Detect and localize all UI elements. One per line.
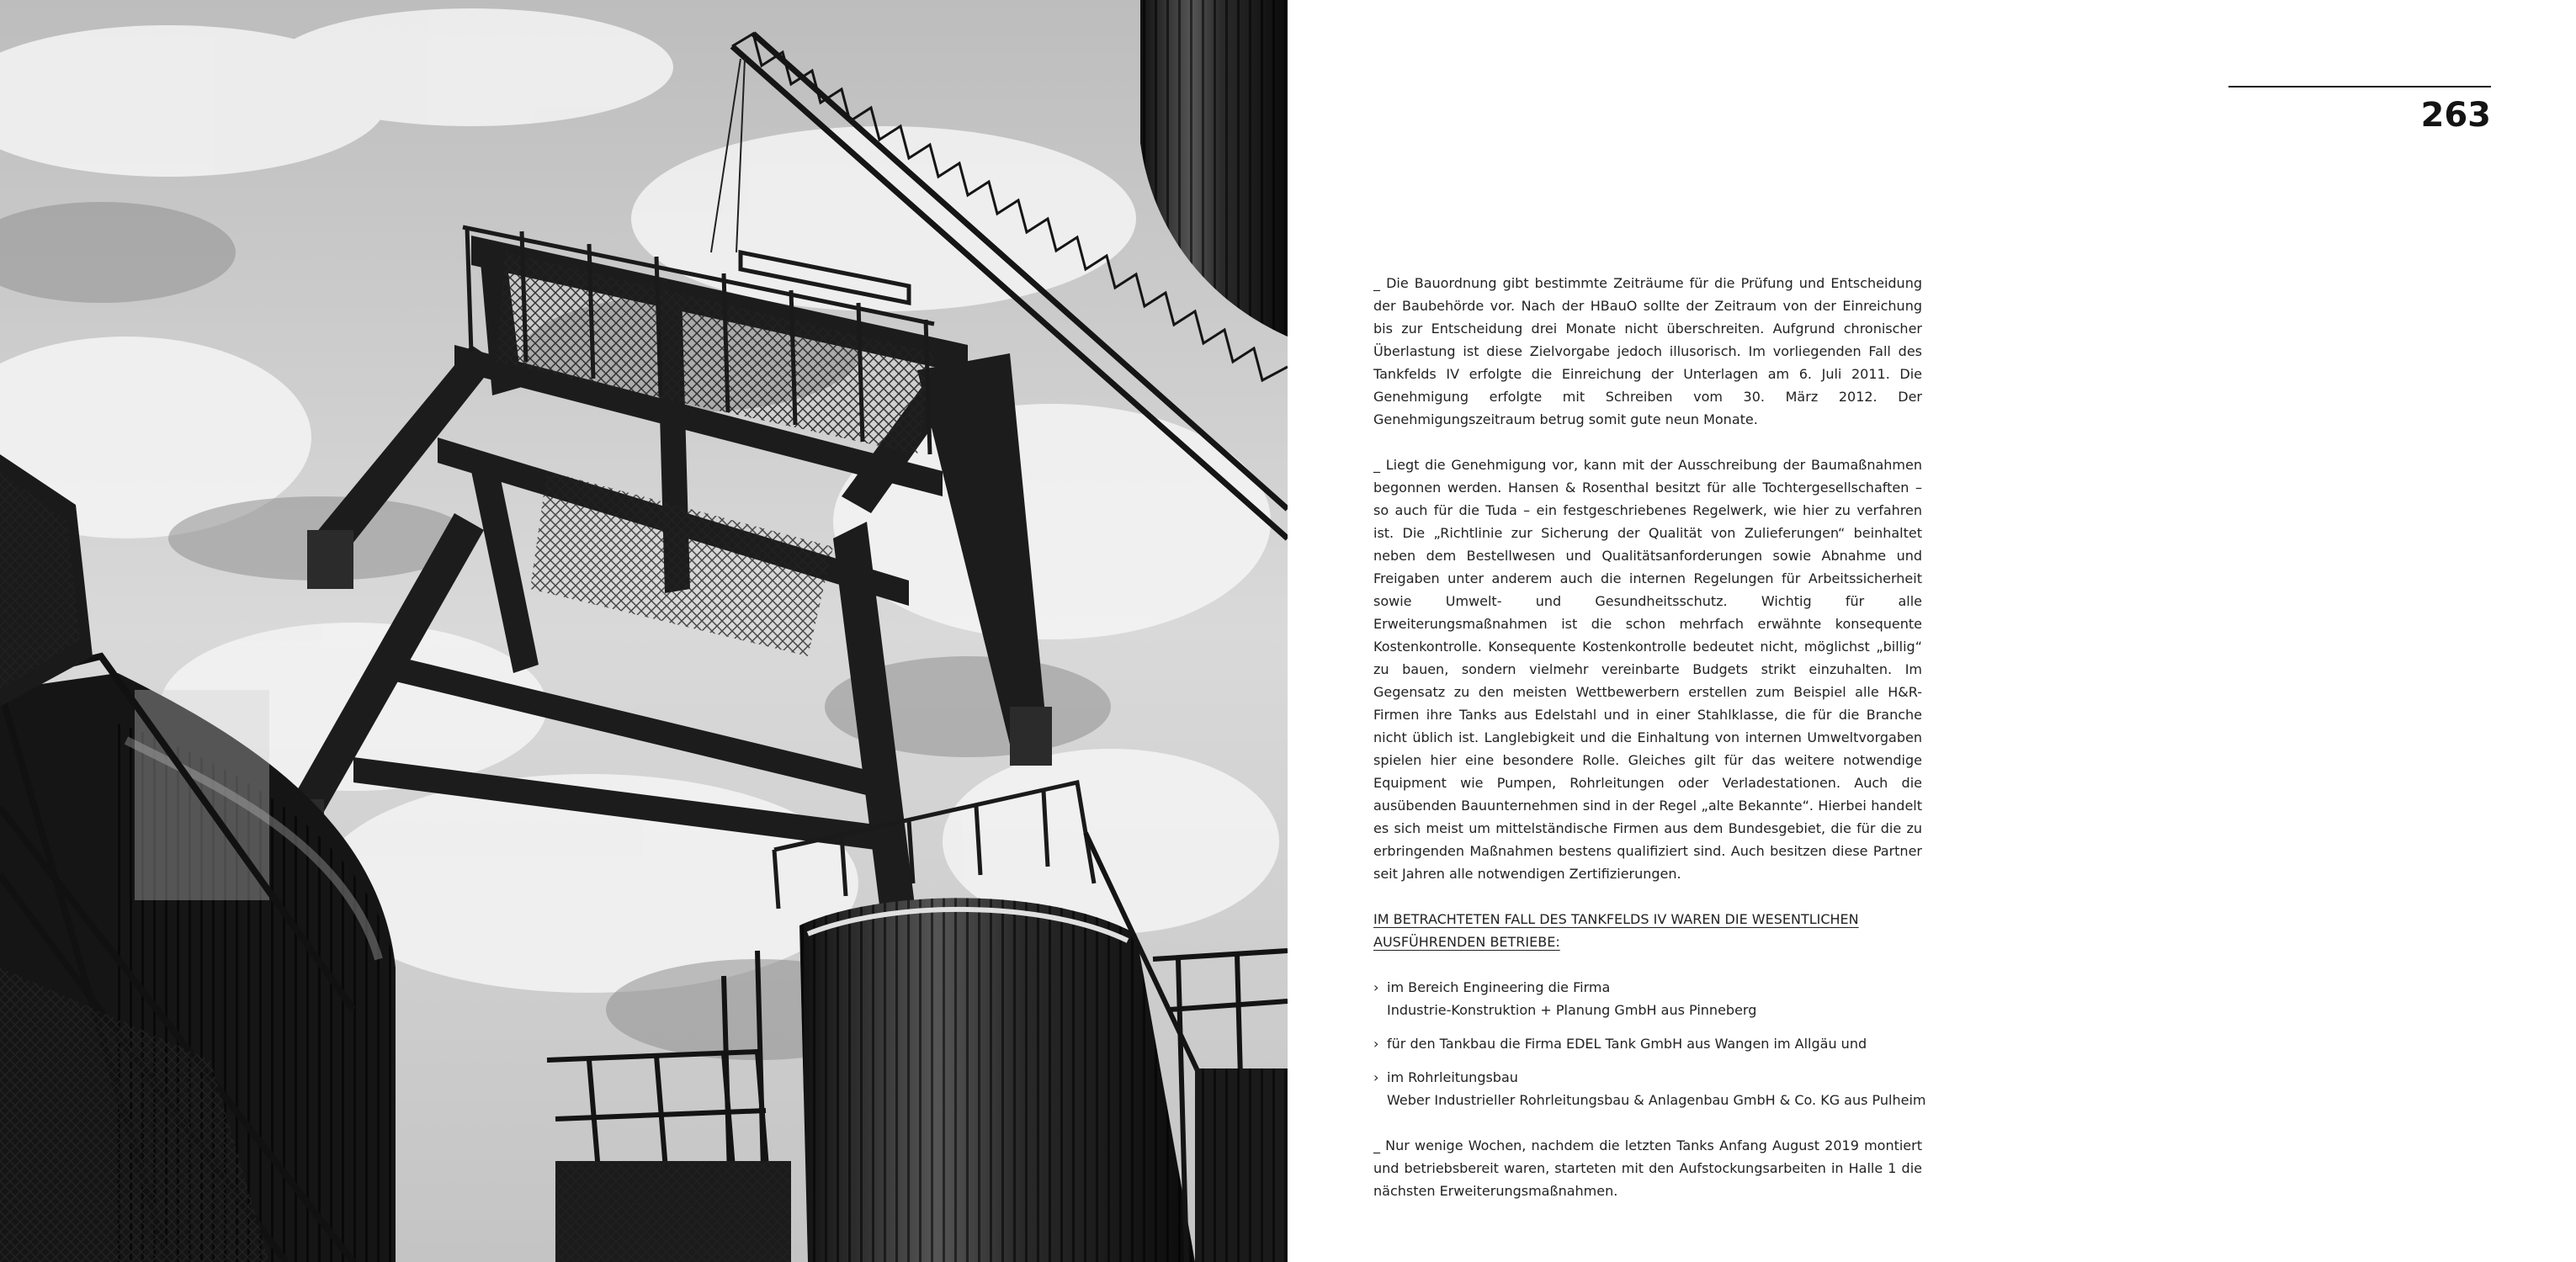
list-item-line-1: im Rohrleitungsbau — [1387, 1069, 1518, 1085]
contractor-list — [1373, 976, 1926, 1111]
page-number-rule — [2228, 86, 2491, 87]
list-item — [1373, 1032, 1922, 1055]
list-item-line-2: Weber Industrieller Rohrleitungsbau & Anlagenbau GmbH & Co. KG aus Pulheim — [1387, 1092, 1926, 1108]
chevron-right-icon: › — [1373, 1036, 1379, 1052]
paragraph-closing: _ Nur wenige Wochen, nachdem die letzten Tanks Anfang August 2019 montiert und betriebsbereit waren, starteten mit den Aufstockungsarbeiten in Halle 1 die nächsten Erweiterungsmaßnahmen. — [1373, 1137, 1922, 1199]
text-column — [1373, 272, 1926, 1225]
page-number: 263 — [2420, 96, 2491, 135]
section-heading — [1373, 908, 1922, 953]
list-item-line-1: im Bereich Engineering die Firma — [1387, 979, 1611, 995]
chevron-right-icon: › — [1373, 979, 1379, 995]
paragraph-tendering: _ Liegt die Genehmigung vor, kann mit der Ausschreibung der Baumaßnahmen begonnen werden. Hansen & Rosenthal besitzt für alle Tochtergesellschaften – so auch für die Tuda – ein festgeschriebenes Regelwerk, wie hier zu verfahren ist. Die „Richtlinie zur Sicherung der Qualität von Zulieferungen“ beinhaltet neben dem Bestellwesen und Qualitätsanforderungen sowie Abnahme und Freigaben unter anderem auch die internen Regelungen für Arbeitssicherheit sowie Umwelt- und Gesundheitsschutz. Wichtig für alle Erweiterungsmaßnahmen ist die schon mehrfach erwähnte konsequente Kostenkontrolle. Konsequente Kostenkontrolle bedeutet nicht, möglichst „billig“ zu bauen, sondern vielmehr vereinbarte Budgets strikt einzuhalten. Im Gegensatz zu den meisten Wettbewerbern erstellen zum Beispiel alle H&R-Firmen ihre Tanks aus Edelstahl und in einer Stahlklasse, die für die Branche nicht üblich ist. Langlebigkeit und die Einhaltung von internen Umweltvorgaben spielen hier eine besondere Rolle. Gleiches gilt für das weitere notwendige Equipment wie Pumpen, Rohrleitungen oder Verladestationen. Auch die ausübenden Bauunternehmen sind in der Regel „alte Bekannte“. Hierbei handelt es sich meist um mittelständische Firmen aus dem Bundesgebiet, die für die zu erbringenden Maßnahmen bestens qualifiziert sind. Auch besitzen diese Partner seit Jahren alle notwendigen Zertifizierungen. — [1373, 457, 1922, 882]
paragraph-approval-timeline: _ Die Bauordnung gibt bestimmte Zeiträume für die Prüfung und Entscheidung der Baubehörde vor. Nach der HBauO sollte der Zeitraum von der Einreichung bis zur Entscheidung drei Monate nicht überschreiten. Aufgrund chronischer Überlastung ist diese Zielvorgabe jedoch illusorisch. Im vorliegenden Fall des Tankfelds IV erfolgte die Einreichung der Unterlagen am 6. Juli 2011. Die Genehmigung erfolgte mit Schreiben vom 30. März 2012. Der Genehmigungszeitraum betrug somit gute neun Monate. — [1373, 275, 1922, 427]
list-item-line-2: Industrie-Konstruktion + Planung GmbH aus Pinneberg — [1387, 1002, 1757, 1018]
section-heading-line-2: AUSFÜHRENDEN BETRIEBE: — [1373, 934, 1560, 950]
chevron-right-icon: › — [1373, 1069, 1379, 1085]
list-item — [1373, 976, 1922, 1021]
section-heading-line-1: IM BETRACHTETEN FALL DES TANKFELDS IV WAREN DIE WESENTLICHEN — [1373, 911, 1859, 927]
list-item-line-1: für den Tankbau die Firma EDEL Tank GmbH aus Wangen im Allgäu und — [1387, 1036, 1867, 1052]
list-item — [1373, 1066, 1926, 1111]
